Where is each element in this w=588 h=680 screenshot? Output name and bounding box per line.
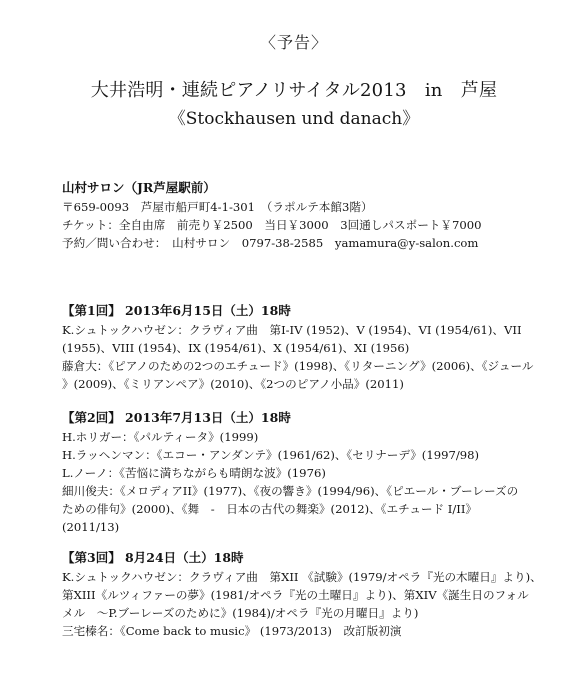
program-line: K.シュトックハウゼン：クラヴィア曲 第XII 《試験》(1979/オペラ『光の木曜日』より)、 xyxy=(62,570,542,584)
concert-heading: 【第2回】 2013年7月13日（土）18時 xyxy=(62,410,291,425)
venue-name: 山村サロン（JR芦屋駅前） xyxy=(62,180,216,195)
concert-2 xyxy=(62,408,582,536)
recital-title: 大井浩明・連続ピアノリサイタル2013 in 芦屋 xyxy=(90,80,498,101)
program-line: ための俳句》(2000)、《舞 - 日本の古代の舞楽》(2012)、《エチュード I/II》 xyxy=(62,502,478,516)
program-line: 第XIII《ルツィファーの夢》(1981/オペラ『光の土曜日』より)、第XIV《誕生日のフォル xyxy=(62,588,529,602)
venue-info xyxy=(62,178,582,252)
concert-1 xyxy=(62,301,582,393)
series-subtitle: 《Stockhausen und danach》 xyxy=(168,109,420,129)
program-item xyxy=(62,622,582,640)
venue-address: 〒659-0093 芦屋市船戸町4-1-301 （ラポルテ本館3階） xyxy=(62,200,373,214)
concert-heading: 【第3回】 8月24日（土）18時 xyxy=(62,550,244,565)
program-line: 三宅榛名：《Come back to music》 (1973/2013) 改訂版初演 xyxy=(62,624,402,638)
program-line: メル ～P.ブーレーズのために》(1984)/オペラ『光の月曜日』より) xyxy=(62,606,419,620)
program-line: L.ノーノ：《苦悩に満ちながらも晴朗な波》(1976) xyxy=(62,466,326,480)
program-item xyxy=(62,321,582,357)
program-item xyxy=(62,428,582,446)
program-line: (1955)、VIII (1954)、IX (1954/61)、X (1954/61)、XI (1956) xyxy=(62,341,410,355)
program-item xyxy=(62,464,582,482)
program-item xyxy=(62,568,582,622)
program-line: H.ラッヘンマン：《エコー・アンダンテ》(1961/62)、《セリナーデ》(1997/98) xyxy=(62,448,480,462)
concert-3 xyxy=(62,548,582,640)
program-line: 藤倉大：《ピアノのための2つのエチュード》(1998)、《リターニング》(2006)、《ジュール xyxy=(62,359,534,373)
program-line: (2011/13) xyxy=(62,520,120,534)
notice-label: 〈予告〉 xyxy=(259,33,328,52)
program-line: 》(2009)、《ミリアンペア》(2010)、《2つのピアノ小品》(2011) xyxy=(62,377,404,391)
program-line: 細川俊夫：《メロディアII》(1977)、《夜の響き》(1994/96)、《ピエール・ブーレーズの xyxy=(62,484,519,498)
contact-info: 予約／問い合わせ： 山村サロン 0797-38-2585 yamamura@y-salon.com xyxy=(62,236,479,250)
program-line: K.シュトックハウゼン：クラヴィア曲 第I-IV (1952)、V (1954)、VI (1954/61)、VII xyxy=(62,323,522,337)
concert-heading: 【第1回】 2013年6月15日（土）18時 xyxy=(62,303,291,318)
program-item xyxy=(62,357,582,393)
program-line: H.ホリガー：《パルティータ》(1999) xyxy=(62,430,259,444)
program-item xyxy=(62,446,582,464)
ticket-info: チケット：全自由席 前売り￥2500 当日￥3000 3回通しパスポート￥7000 xyxy=(62,218,482,232)
program-item xyxy=(62,482,582,536)
